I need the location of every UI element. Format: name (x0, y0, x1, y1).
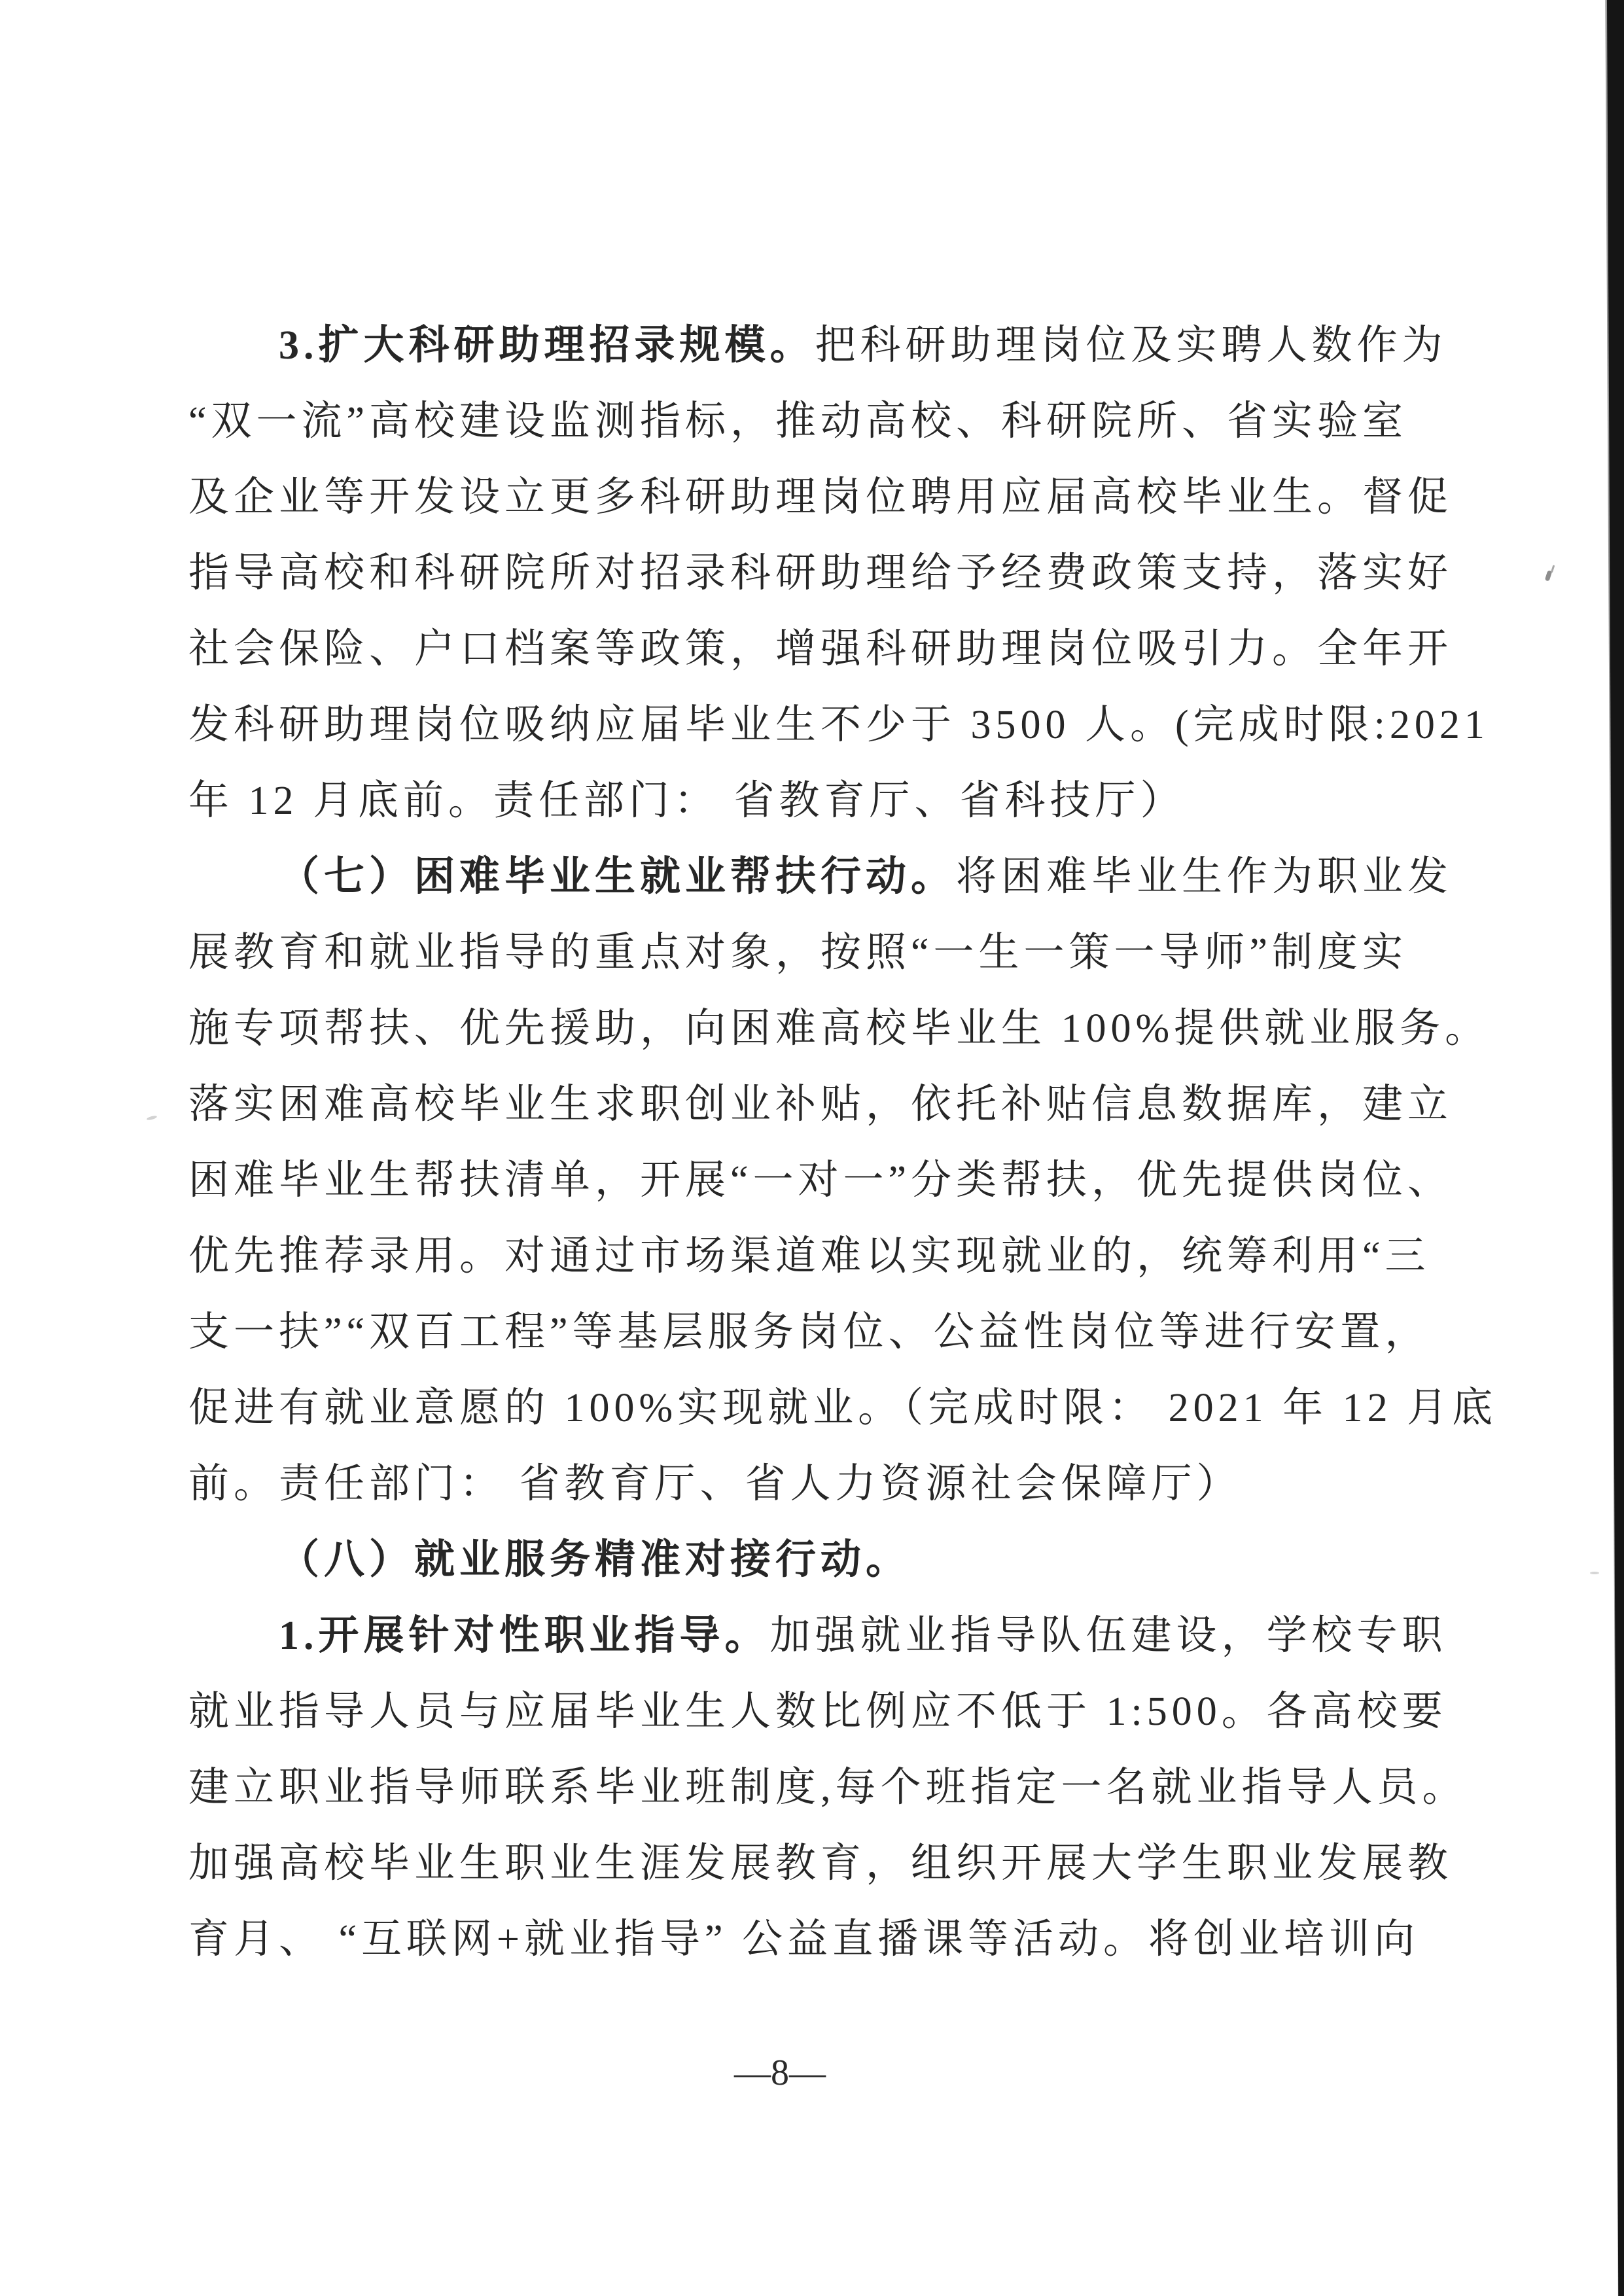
doc-line-text: 支一扶”“双百工程”等基层服务岗位、公益性岗位等进行安置， (188, 1310, 1430, 1354)
doc-line (188, 1826, 1453, 1901)
doc-line-text: 展教育和就业指导的重点对象，按照“一生一策一导师”制度实 (188, 930, 1408, 975)
doc-line (188, 308, 1447, 383)
doc-line-text: “双一流”高校建设监测指标，推动高校、科研院所、省实验室 (188, 399, 1408, 444)
body-text (188, 308, 1498, 1977)
doc-line-bold: （八）就业服务精准对接行动。 (279, 1538, 911, 1582)
doc-line-text: 困难毕业生帮扶清单，开展“一对一”分类帮扶，优先提供岗位、 (188, 1158, 1453, 1203)
doc-line-text: 把科研助理岗位及实聘人数作为 (815, 323, 1447, 368)
doc-line (188, 839, 1453, 915)
scan-speck (1590, 1572, 1599, 1574)
doc-line-text: 加强就业指导队伍建设，学校专职 (769, 1614, 1447, 1658)
doc-line-text: 育月、 “互联网+就业指导” 公益直播课等活动。将创业培训向 (188, 1917, 1420, 1962)
doc-line (188, 1446, 1417, 1522)
doc-line-bold: （七）困难毕业生就业帮扶行动。 (279, 855, 957, 899)
doc-line (188, 991, 1491, 1067)
doc-line-text: 年 12 月底前。责任部门： 省教育厅、省科技厅） (188, 779, 1186, 823)
doc-line (188, 1067, 1453, 1142)
doc-line (188, 459, 1453, 535)
doc-line (188, 1522, 1417, 1598)
doc-line-text: 加强高校毕业生职业生涯发展教育，组织开展大学生职业发展教 (188, 1841, 1453, 1886)
doc-line-text: 施专项帮扶、优先援助，向困难高校毕业生 100%提供就业服务。 (188, 1006, 1491, 1051)
scan-speck (147, 1115, 158, 1121)
doc-line (188, 1750, 1468, 1826)
page-number: —8— (734, 2053, 826, 2093)
doc-line-text: 优先推荐录用。对通过市场渠道难以实现就业的，统筹利用“三 (188, 1234, 1430, 1279)
doc-line (188, 535, 1453, 611)
doc-line (188, 1294, 1430, 1370)
doc-line-text: 前。责任部门： 省教育厅、省人力资源社会保障厅） (188, 1462, 1242, 1506)
doc-line-text: 促进有就业意愿的 100%实现就业。（完成时限： 2021 年 12 月底 (188, 1386, 1498, 1430)
doc-line (188, 915, 1417, 991)
scan-speck (1545, 570, 1553, 581)
doc-line-text: 及企业等开发设立更多科研助理岗位聘用应届高校毕业生。督促 (188, 475, 1453, 520)
doc-line-text: 社会保险、户口档案等政策，增强科研助理岗位吸引力。全年开 (188, 627, 1453, 671)
doc-line-text: 落实困难高校毕业生求职创业补贴，依托补贴信息数据库，建立 (188, 1082, 1453, 1127)
doc-line-bold: 3.扩大科研助理招录规模。 (279, 323, 815, 368)
doc-line-text: 指导高校和科研院所对招录科研助理给予经费政策支持，落实好 (188, 551, 1453, 595)
doc-line-text: 发科研助理岗位吸纳应届毕业生不少于 3500 人。(完成时限:2021 (188, 703, 1489, 747)
doc-line-bold: 1.开展针对性职业指导。 (279, 1614, 770, 1658)
doc-line (188, 611, 1453, 687)
doc-line-text: 建立职业指导师联系毕业班制度,每个班指定一名就业指导人员。 (188, 1765, 1468, 1810)
doc-line (188, 1598, 1447, 1674)
doc-line-text: 将困难毕业生作为职业发 (956, 855, 1453, 899)
doc-line (188, 383, 1417, 459)
doc-line (188, 1142, 1453, 1218)
doc-line (188, 1901, 1420, 1977)
doc-line (188, 1674, 1447, 1750)
scan-edge-black (1604, 0, 1624, 2296)
doc-line (188, 763, 1417, 839)
doc-line (188, 1218, 1430, 1294)
doc-line-text: 就业指导人员与应届毕业生人数比例应不低于 1:500。各高校要 (188, 1689, 1447, 1734)
doc-line (188, 1370, 1498, 1446)
doc-line (188, 687, 1489, 763)
